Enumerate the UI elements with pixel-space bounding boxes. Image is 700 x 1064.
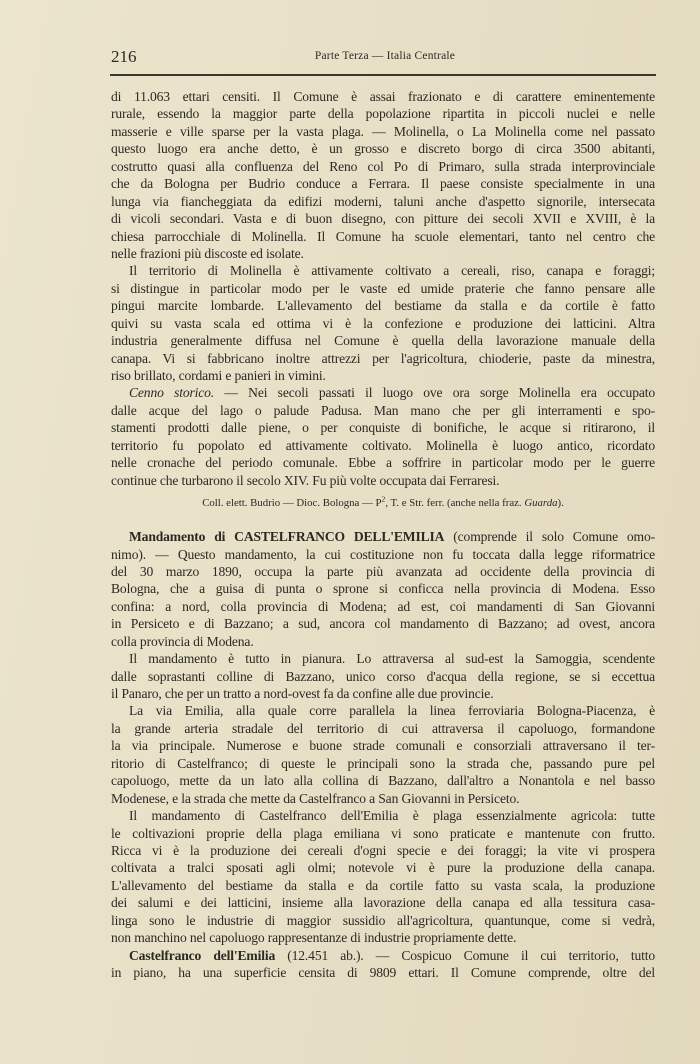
bold-heading-text: Castelfranco dell'Emilia — [129, 947, 276, 963]
text-span: chiesa parrocchiale di Molinella. Il Comune ha scuole elementari, tanto nel centro che — [111, 228, 655, 244]
text-span: L'allevamento del bestiame da stalla e da cortile fatto su vasta scala, la produzione — [111, 877, 655, 893]
text-line — [111, 755, 655, 772]
text-line — [111, 702, 655, 719]
text-line — [111, 685, 655, 702]
text-span: Il mandamento di Castelfranco dell'Emilia è plaga essenzialmente agricola: tutte — [129, 808, 655, 824]
text-span: nelle frazioni più discoste ed isolate. — [111, 245, 304, 261]
text-span: del 30 marzo 1890, occupa la parte più avanzata ad occidente della provincia di — [111, 563, 655, 579]
text-span: riso brillato, cordami e panieri in vimini. — [111, 368, 326, 383]
reference-caption — [111, 495, 655, 512]
paragraph — [111, 947, 655, 982]
text-line — [111, 825, 655, 842]
paragraph — [111, 702, 655, 807]
text-line — [111, 790, 655, 807]
text-span: stamenti prodotti dalle piene, o per conquiste di bonifiche, le acque si ritirarono, il — [111, 420, 655, 436]
text-line — [111, 894, 655, 911]
text-line — [111, 158, 655, 175]
text-line — [111, 297, 655, 314]
text-line — [111, 668, 655, 685]
text-span: colla provincia di Modena. — [111, 633, 254, 649]
text-span: in Persiceto e di Bazzano; a sud, ancora col mandamento di Bazzano; ad ovest, ancora — [111, 616, 655, 632]
text-span: le coltivazioni proprie della plaga emiliana vi sono praticate e mantenute con frutto. — [111, 825, 655, 841]
text-span: di 11.063 ettari censiti. Il Comune è assai frazionato e di carattere eminentemente — [111, 89, 655, 104]
text-line — [111, 175, 655, 192]
text-span: capoluogo, mette da un lato alla collina di Bazzano, dall'altro a Nonantola e nel basso — [111, 773, 655, 789]
text-span: si distingue in particolar modo per le vaste ed umide praterie che fanno pensare alle — [111, 280, 655, 296]
paragraph — [111, 807, 655, 947]
text-span: costrutto quasi alla confluenza del Reno col Po di Primaro, sulla strada interprovinciale — [111, 158, 655, 174]
text-line — [111, 807, 655, 824]
running-head: Parte Terza — Italia Centrale — [314, 50, 456, 62]
text-line — [111, 842, 655, 859]
text-line — [111, 859, 655, 876]
text-line — [111, 912, 655, 929]
text-line — [111, 580, 655, 597]
text-line — [111, 280, 655, 297]
text-span: (12.451 ab.). — Cospicuo Comune il cui territorio, tutto — [275, 947, 655, 963]
text-span: coltivata a tralci sposati agli olmi; notevole vi è pure la produzione della canapa. — [111, 860, 655, 876]
text-span: la grande arteria stradale del territorio di cui attraversa il capoluogo, formandone — [111, 720, 655, 736]
text-span: nimo). — Questo mandamento, la cui costituzione non fu toccata dalla legge riformatrice — [111, 546, 655, 562]
text-line — [111, 105, 655, 122]
text-span: ritorio di Castelfranco; di queste le principali sono la strada che, passando pure pel — [111, 755, 655, 771]
text-span: pingui marcite lombarde. L'allevamento del bestiame da stalla e da cortile è fatto — [111, 298, 655, 314]
text-line — [111, 332, 655, 349]
text-span: dei salumi e dei latticini, insieme alla lavorazione della canapa ed alla tessitura casa- — [111, 895, 655, 911]
text-span: quivi su vasta scala ed ottima vi è la confezione e produzione dei latticini. Altra — [111, 315, 655, 331]
text-span: confina: a nord, colla provincia di Modena; ad est, coi mandamenti di San Giovanni — [111, 598, 655, 614]
text-span: Bologna, che a guisa di punta o sprone si conficca nella provincia di Modena. Esso — [111, 581, 655, 597]
paragraph — [111, 262, 655, 384]
text-span: che da Bologna per Budrio conduce a Ferrara. Il paese consiste specialmente in una — [111, 176, 655, 192]
text-span: il Panaro, che per un tratto a nord-ovest fa da confine alle due provincie. — [111, 686, 494, 701]
text-line — [111, 419, 655, 436]
text-line — [111, 402, 655, 419]
text-span: Il mandamento è tutto in pianura. Lo attraversa al sud-est la Samoggia, scendente — [129, 651, 655, 667]
text-span: di vicoli secondari. Vasta e di buon disegno, con pitture dei secoli XVII e XVIII, è la — [111, 211, 655, 227]
text-span: , T. e Str. ferr. (anche nella fraz. — [385, 497, 525, 510]
header-rule — [110, 74, 656, 76]
text-span: (comprende il solo Comune omo- — [444, 529, 655, 545]
text-span: dalle acque del lago o palude Padusa. Man mano che per gli interramenti e spo- — [111, 402, 655, 418]
text-line — [111, 877, 655, 894]
text-span: Ricca vi è la produzione dei cereali d'ogni specie e dei foraggi; la vite vi prospera — [111, 842, 655, 858]
text-span: territorio fu popolato ed attivamente coltivato. Molinella è luogo antico, ricordato — [111, 437, 655, 453]
text-span: Modenese, e la strada che mette da Castelfranco a San Giovanni in Persiceto. — [111, 790, 520, 806]
italic-text: Guarda — [524, 497, 558, 510]
text-span: La via Emilia, alla quale corre parallela la linea ferroviaria Bologna-Piacenza, è — [129, 703, 655, 719]
text-span: Il territorio di Molinella è attivamente coltivato a cereali, riso, canapa e foraggi; — [129, 263, 655, 279]
text-line — [111, 528, 655, 545]
text-line — [111, 633, 655, 650]
text-span: Coll. elett. Budrio — Dioc. Bologna — P — [202, 497, 382, 510]
superscript: 2 — [381, 494, 386, 504]
text-span: industria generalmente diffusa nel Comune è quella della lavorazione manuale della — [111, 333, 655, 349]
text-line — [111, 472, 655, 489]
text-line — [111, 563, 655, 580]
text-line — [111, 350, 655, 367]
text-line — [111, 437, 655, 454]
text-span: lunga via fiancheggiata da edifizi moderni, taluni anche d'aspetto signorile, intersecata — [111, 193, 655, 209]
text-span: la via principale. Numerose e buone strade comunali e consorziali attraversano il ter- — [111, 738, 655, 754]
text-span: canapa. Vi si fabbricano inoltre attrezzi per l'agricoltura, chioderie, paste da minestra, — [111, 350, 655, 366]
italic-text: Cenno storico. — [129, 385, 215, 401]
text-line — [111, 315, 655, 332]
text-line — [111, 546, 655, 563]
text-span: in piano, ha una superficie censita di 9809 ettari. Il Comune comprende, oltre del — [111, 965, 655, 980]
text-line — [111, 720, 655, 737]
text-line — [111, 615, 655, 632]
text-line — [111, 88, 655, 105]
paragraph — [111, 528, 655, 650]
bold-heading-text: Mandamento di CASTELFRANCO DELL'EMILIA — [129, 529, 445, 545]
text-span: rurale, essendo la maggior parte della popolazione ripartita in piccoli nuclei e nelle — [111, 106, 655, 122]
paragraph — [111, 384, 655, 489]
text-line — [111, 598, 655, 615]
paragraph — [111, 650, 655, 702]
paragraph — [111, 88, 655, 262]
text-line — [111, 964, 655, 981]
body-text — [111, 88, 655, 981]
text-line — [111, 772, 655, 789]
text-span: questo luogo era anche detto, è un grosso e discreto borgo di circa 3500 abitanti, — [111, 141, 655, 157]
text-line — [111, 947, 655, 964]
text-span: — Nei secoli passati il luogo ove ora sorge Molinella era occupato — [214, 385, 656, 401]
text-line — [111, 737, 655, 754]
text-line — [111, 123, 655, 140]
text-line — [111, 384, 655, 401]
text-line — [111, 262, 655, 279]
text-line — [111, 495, 655, 512]
text-line — [111, 210, 655, 227]
text-line — [111, 367, 655, 384]
text-line — [111, 929, 655, 946]
text-line — [111, 193, 655, 210]
text-span: nelle cronache del periodo comunale. Ebbe a soffrire in particolar modo per le guerre — [111, 455, 655, 471]
text-line — [111, 650, 655, 667]
text-line — [111, 454, 655, 471]
page-number: 216 — [111, 47, 137, 66]
text-span: linga sono le industrie di maggior sussidio all'agricoltura, quantunque, come si vedrà, — [111, 912, 655, 928]
text-span: dalle soprastanti colline di Bazzano, unico corso d'acqua della regione, se si eccettua — [111, 668, 655, 684]
text-line — [111, 245, 655, 262]
text-span: continue che turbarono il secolo XIV. Fu più volte occupata dai Ferraresi. — [111, 472, 500, 488]
text-span: ). — [557, 497, 564, 510]
text-span: non manchino nel capoluogo rappresentanze di industrie propriamente dette. — [111, 930, 517, 946]
text-line — [111, 140, 655, 157]
text-line — [111, 228, 655, 245]
text-span: masserie e ville sparse per la vasta plaga. — Molinella, o La Molinella come nel passato — [111, 123, 655, 139]
